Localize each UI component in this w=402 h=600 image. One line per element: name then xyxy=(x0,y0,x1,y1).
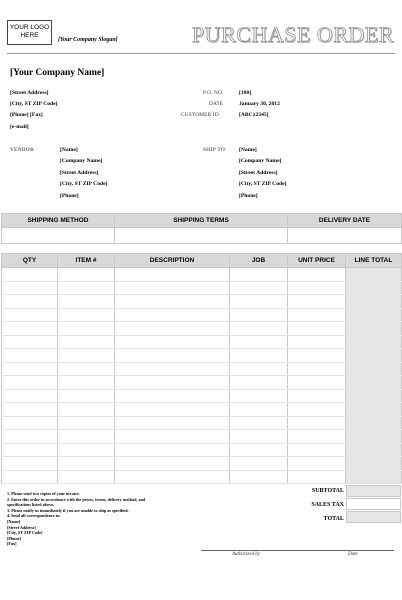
unit-price-cell[interactable] xyxy=(288,376,346,390)
document-title: PURCHASE ORDER xyxy=(192,22,394,47)
company-name: [Your Company Name] xyxy=(10,68,105,78)
unit-price-cell[interactable] xyxy=(288,308,346,322)
item-number-cell[interactable] xyxy=(58,295,115,309)
header-divider xyxy=(7,53,395,54)
po-number-label: P.O. NO. xyxy=(203,90,224,96)
qty-cell[interactable] xyxy=(2,457,58,471)
order-notes xyxy=(7,491,203,547)
table-row xyxy=(2,295,402,309)
description-cell[interactable] xyxy=(115,443,230,457)
item-number-cell[interactable] xyxy=(58,416,115,430)
line-total-cell[interactable] xyxy=(346,416,402,430)
date-value: January 30, 2012 xyxy=(239,101,280,107)
job-cell[interactable] xyxy=(230,349,288,363)
description-cell[interactable] xyxy=(115,295,230,309)
qty-cell[interactable] xyxy=(2,403,58,417)
line-total-cell[interactable] xyxy=(346,295,402,309)
item-number-cell[interactable] xyxy=(58,403,115,417)
job-cell[interactable] xyxy=(230,470,288,484)
job-cell[interactable] xyxy=(230,416,288,430)
job-cell[interactable] xyxy=(230,308,288,322)
line-total-cell[interactable] xyxy=(346,376,402,390)
description-cell[interactable] xyxy=(115,403,230,417)
qty-cell[interactable] xyxy=(2,281,58,295)
line-total-cell[interactable] xyxy=(346,457,402,471)
item-number-cell[interactable] xyxy=(58,443,115,457)
item-number-header: ITEM # xyxy=(58,254,115,268)
delivery-date-cell[interactable] xyxy=(288,228,402,244)
description-header: DESCRIPTION xyxy=(115,254,230,268)
qty-cell[interactable] xyxy=(2,430,58,444)
item-number-cell[interactable] xyxy=(58,308,115,322)
unit-price-header: UNIT PRICE xyxy=(288,254,346,268)
line-total-cell[interactable] xyxy=(346,308,402,322)
qty-cell[interactable] xyxy=(2,335,58,349)
ship-to-phone: [Phone] xyxy=(239,193,258,199)
job-cell[interactable] xyxy=(230,281,288,295)
line-total-cell[interactable] xyxy=(346,362,402,376)
item-number-cell[interactable] xyxy=(58,335,115,349)
total-value[interactable] xyxy=(346,511,401,523)
unit-price-cell[interactable] xyxy=(288,457,346,471)
shipping-method-cell[interactable] xyxy=(2,228,115,244)
qty-cell[interactable] xyxy=(2,268,58,282)
vendor-label: VENDOR xyxy=(10,147,35,153)
shipping-terms-header: SHIPPING TERMS xyxy=(115,214,288,228)
qty-cell[interactable] xyxy=(2,362,58,376)
note-line: 4. Send all correspondence to: xyxy=(7,513,61,519)
note-line: 2. Enter this order in accordance with the prices, terms, delivery method, and xyxy=(7,496,146,502)
unit-price-cell[interactable] xyxy=(288,430,346,444)
delivery-date-header: DELIVERY DATE xyxy=(288,214,402,228)
company-email: [e-mail] xyxy=(10,124,29,130)
description-cell[interactable] xyxy=(115,376,230,390)
table-row xyxy=(2,457,402,471)
signature-line[interactable] xyxy=(201,550,394,551)
table-row xyxy=(2,335,402,349)
item-number-cell[interactable] xyxy=(58,470,115,484)
total-label: TOTAL xyxy=(323,516,344,522)
qty-cell[interactable] xyxy=(2,443,58,457)
job-header: JOB xyxy=(230,254,288,268)
description-cell[interactable] xyxy=(115,389,230,403)
description-cell[interactable] xyxy=(115,335,230,349)
line-total-cell[interactable] xyxy=(346,443,402,457)
subtotal-value[interactable] xyxy=(346,485,401,497)
unit-price-cell[interactable] xyxy=(288,322,346,336)
line-total-cell[interactable] xyxy=(346,470,402,484)
line-items-body xyxy=(2,268,402,484)
sales-tax-label: SALES TAX xyxy=(311,502,344,508)
ship-to-street: [Street Address] xyxy=(239,170,278,176)
ship-to-city: [City, ST ZIP Code] xyxy=(239,181,287,187)
line-total-cell[interactable] xyxy=(346,335,402,349)
unit-price-cell[interactable] xyxy=(288,389,346,403)
note-line: [Name] xyxy=(7,518,21,524)
item-number-cell[interactable] xyxy=(58,430,115,444)
note-line: specifications listed above. xyxy=(7,502,55,508)
job-cell[interactable] xyxy=(230,295,288,309)
ship-to-company: [Company Name] xyxy=(239,158,282,164)
job-cell[interactable] xyxy=(230,376,288,390)
line-total-cell[interactable] xyxy=(346,281,402,295)
qty-cell[interactable] xyxy=(2,376,58,390)
description-cell[interactable] xyxy=(115,268,230,282)
vendor-company: [Company Name] xyxy=(60,158,103,164)
table-row xyxy=(2,389,402,403)
job-cell[interactable] xyxy=(230,430,288,444)
unit-price-cell[interactable] xyxy=(288,416,346,430)
unit-price-cell[interactable] xyxy=(288,295,346,309)
unit-price-cell[interactable] xyxy=(288,335,346,349)
item-number-cell[interactable] xyxy=(58,457,115,471)
job-cell[interactable] xyxy=(230,322,288,336)
sales-tax-value[interactable] xyxy=(346,498,401,510)
vendor-city: [City, ST ZIP Code] xyxy=(60,181,108,187)
description-cell[interactable] xyxy=(115,281,230,295)
description-cell[interactable] xyxy=(115,349,230,363)
shipping-method-header: SHIPPING METHOD xyxy=(2,214,115,228)
company-logo-placeholder: YOUR LOGO HERE xyxy=(7,20,52,45)
unit-price-cell[interactable] xyxy=(288,443,346,457)
table-row xyxy=(2,416,402,430)
description-cell[interactable] xyxy=(115,322,230,336)
qty-cell[interactable] xyxy=(2,308,58,322)
description-cell[interactable] xyxy=(115,416,230,430)
table-row xyxy=(2,362,402,376)
job-cell[interactable] xyxy=(230,335,288,349)
shipping-table xyxy=(1,213,402,244)
note-line: [Fax] xyxy=(7,541,17,547)
table-row xyxy=(2,443,402,457)
item-number-cell[interactable] xyxy=(58,322,115,336)
customer-id-value: [ABC12345] xyxy=(239,112,269,118)
line-total-cell[interactable] xyxy=(346,389,402,403)
table-row xyxy=(2,308,402,322)
item-number-cell[interactable] xyxy=(58,362,115,376)
qty-cell[interactable] xyxy=(2,389,58,403)
ship-to-name: [Name] xyxy=(239,147,257,153)
vendor-name: [Name] xyxy=(60,147,78,153)
company-slogan: [Your Company Slogan] xyxy=(58,37,118,43)
unit-price-cell[interactable] xyxy=(288,281,346,295)
unit-price-cell[interactable] xyxy=(288,470,346,484)
line-items-table xyxy=(1,253,402,484)
qty-cell[interactable] xyxy=(2,470,58,484)
note-line: [Street Address] xyxy=(7,524,36,530)
company-street: [Street Address] xyxy=(10,90,49,96)
table-row xyxy=(2,268,402,282)
table-row xyxy=(2,470,402,484)
line-total-header: LINE TOTAL xyxy=(346,254,402,268)
table-row xyxy=(2,430,402,444)
description-cell[interactable] xyxy=(115,457,230,471)
unit-price-cell[interactable] xyxy=(288,349,346,363)
note-line: [City, ST ZIP Code] xyxy=(7,530,43,536)
description-cell[interactable] xyxy=(115,470,230,484)
vendor-street: [Street Address] xyxy=(60,170,99,176)
po-number-value: [100] xyxy=(239,90,252,96)
vendor-phone: [Phone] xyxy=(60,193,79,199)
signature-date-label: Date xyxy=(348,552,358,557)
table-row xyxy=(2,349,402,363)
item-number-cell[interactable] xyxy=(58,281,115,295)
line-total-cell[interactable] xyxy=(346,268,402,282)
job-cell[interactable] xyxy=(230,403,288,417)
note-line: 1. Please send two copies of your invoice. xyxy=(7,491,80,496)
unit-price-cell[interactable] xyxy=(288,362,346,376)
table-row xyxy=(2,403,402,417)
job-cell[interactable] xyxy=(230,443,288,457)
note-line: 3. Please notify us immediately if you are unable to ship as specified. xyxy=(7,507,129,513)
item-number-cell[interactable] xyxy=(58,349,115,363)
line-total-cell[interactable] xyxy=(346,322,402,336)
line-total-cell[interactable] xyxy=(346,403,402,417)
line-total-cell[interactable] xyxy=(346,349,402,363)
job-cell[interactable] xyxy=(230,268,288,282)
job-cell[interactable] xyxy=(230,362,288,376)
item-number-cell[interactable] xyxy=(58,376,115,390)
ship-to-label: SHIP TO xyxy=(203,147,226,153)
qty-cell[interactable] xyxy=(2,349,58,363)
qty-cell[interactable] xyxy=(2,322,58,336)
customer-id-label: CUSTOMER ID xyxy=(181,112,219,118)
shipping-terms-cell[interactable] xyxy=(115,228,288,244)
item-number-cell[interactable] xyxy=(58,268,115,282)
unit-price-cell[interactable] xyxy=(288,403,346,417)
line-total-cell[interactable] xyxy=(346,430,402,444)
table-row xyxy=(2,281,402,295)
table-row xyxy=(2,376,402,390)
item-number-cell[interactable] xyxy=(58,389,115,403)
job-cell[interactable] xyxy=(230,389,288,403)
qty-cell[interactable] xyxy=(2,416,58,430)
job-cell[interactable] xyxy=(230,457,288,471)
table-row xyxy=(2,322,402,336)
qty-cell[interactable] xyxy=(2,295,58,309)
description-cell[interactable] xyxy=(115,362,230,376)
company-city: [City, ST ZIP Code] xyxy=(10,101,58,107)
subtotal-label: SUBTOTAL xyxy=(311,488,344,494)
authorized-by-label: Authorized by xyxy=(232,552,260,557)
company-phone-fax: [Phone] [Fax] xyxy=(10,112,43,118)
date-label: DATE xyxy=(209,101,224,107)
description-cell[interactable] xyxy=(115,430,230,444)
unit-price-cell[interactable] xyxy=(288,268,346,282)
qty-header: QTY xyxy=(2,254,58,268)
note-line: [Phone] xyxy=(7,535,21,541)
description-cell[interactable] xyxy=(115,308,230,322)
